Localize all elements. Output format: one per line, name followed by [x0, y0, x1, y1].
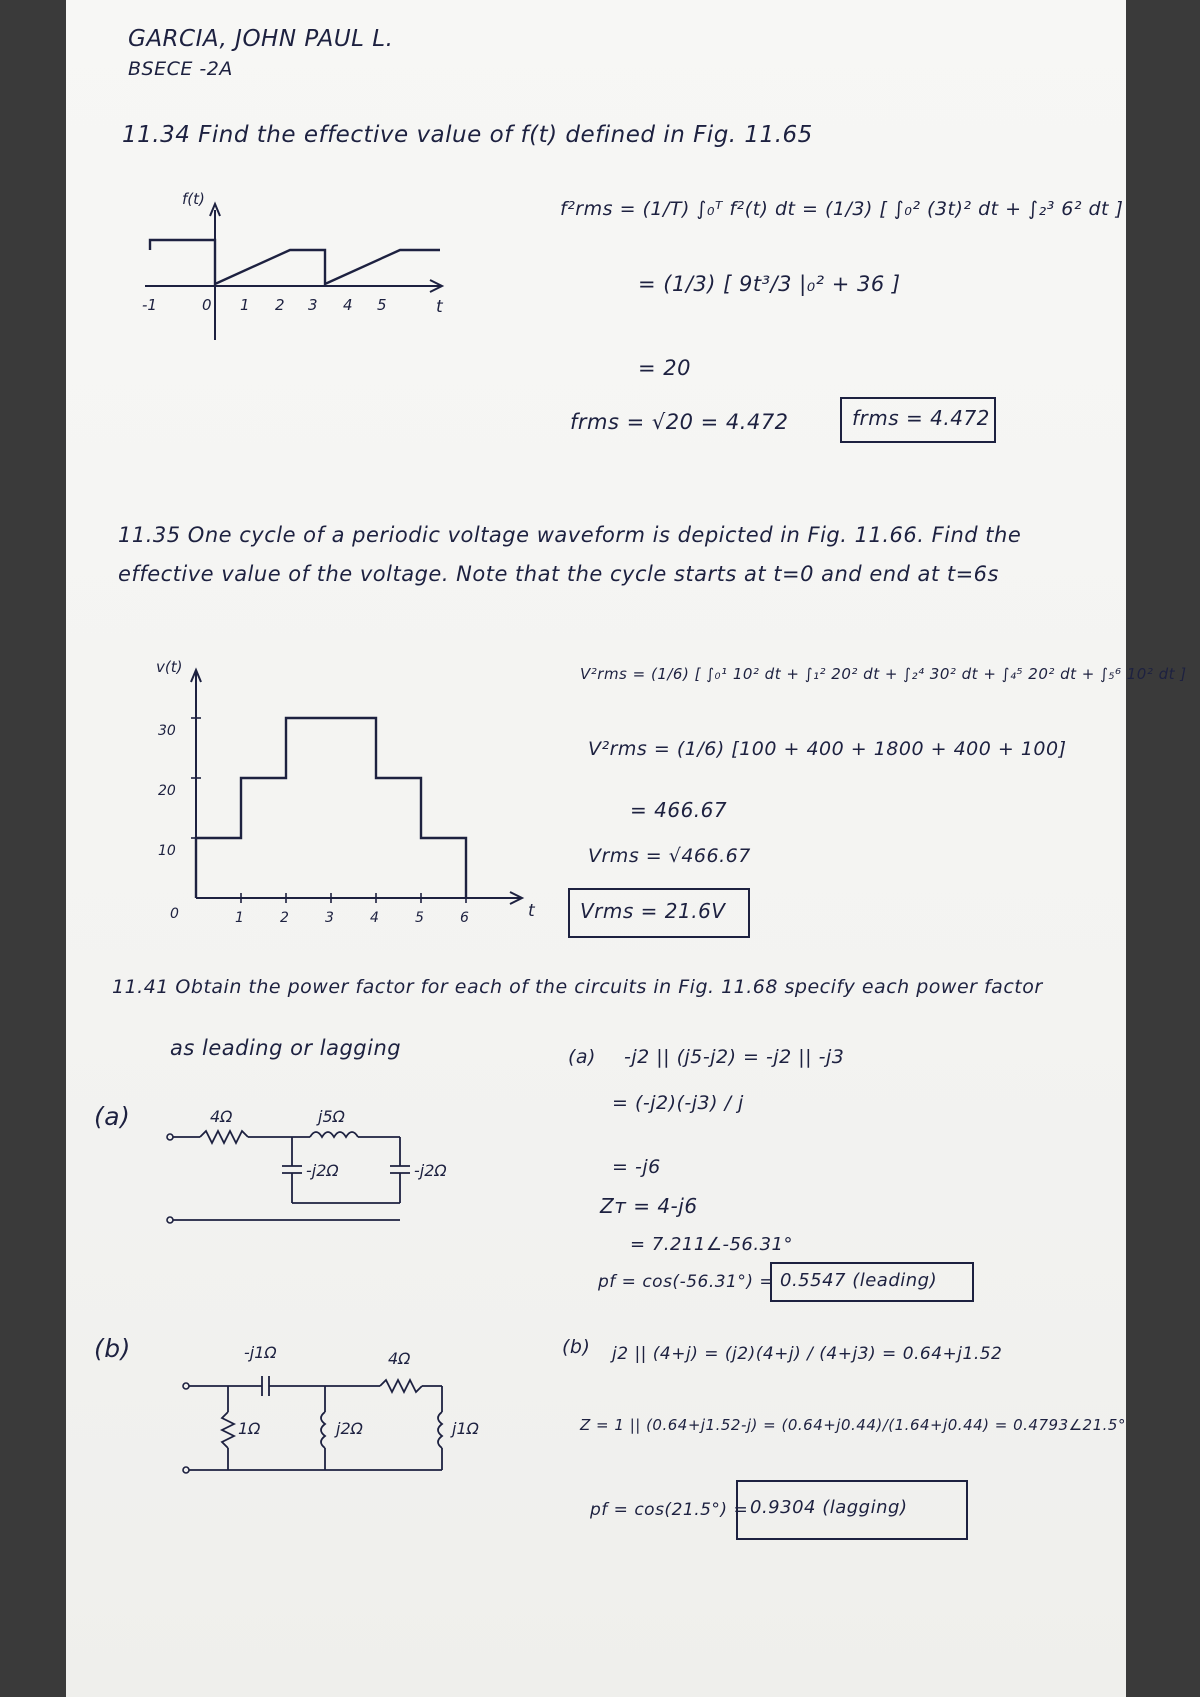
problem-11-35-line1: 11.35 One cycle of a periodic voltage waveform is depicted in Fig. 11.66. Find the — [118, 523, 1022, 547]
problem-11-41-line1: 11.41 Obtain the power factor for each of the circuits in Fig. 11.68 specify each power factor — [112, 976, 1043, 998]
x-tick-label: 6 — [460, 910, 469, 926]
y-tick-label: 30 — [158, 723, 176, 739]
circuit-a-label: (a) — [94, 1102, 131, 1131]
y-tick-label: 20 — [158, 783, 176, 799]
graph-11-34 — [140, 190, 460, 360]
solution-a-line5: = 7.211∠-56.31° — [630, 1234, 793, 1255]
student-name: GARCIA, JOHN PAUL L. — [128, 26, 394, 52]
graph-11-35-xlabel: t — [528, 901, 535, 921]
tick-label: 3 — [308, 296, 318, 314]
graph-11-34-ylabel: f(t) — [182, 190, 205, 208]
solution-a-line2: = (-j2)(-j3) / j — [612, 1092, 744, 1114]
capacitor-j2-label: -j2Ω — [414, 1161, 447, 1180]
graph-11-35-ylabel: v(t) — [156, 658, 183, 676]
capacitor-j1-label: -j1Ω — [244, 1343, 277, 1362]
resistor-4-ohm-label: 4Ω — [388, 1349, 411, 1368]
solution-a-line6: pf = cos(-56.31°) = — [598, 1272, 775, 1292]
answer-11-35: Vrms = 21.6V — [580, 899, 726, 923]
solution-11-35-eq4: Vrms = √466.67 — [588, 845, 751, 867]
graph-11-35 — [150, 658, 550, 928]
solution-11-35-eq1: V²rms = (1/6) [ ∫₀¹ 10² dt + ∫₁² 20² dt + ∫₂⁴ 30² dt + ∫₄⁵ 20² dt + ∫₅⁶ 10² dt ] — [580, 665, 1187, 683]
answer-11-34: frms = 4.472 — [852, 406, 990, 430]
circuit-b — [180, 1334, 520, 1484]
capacitor-j2-label: -j2Ω — [306, 1161, 339, 1180]
problem-11-34-statement: 11.34 Find the effective value of f(t) defined in Fig. 11.65 — [122, 122, 813, 148]
solution-11-34-eq2: = (1/3) [ 9t³/3 |₀² + 36 ] — [638, 272, 901, 296]
resistor-4-ohm-label: 4Ω — [210, 1107, 233, 1126]
student-section: BSECE -2A — [128, 58, 233, 80]
x-tick-label: 2 — [280, 910, 289, 926]
inductor-j2-label: j2Ω — [336, 1419, 363, 1438]
solution-b-line1: j2 || (4+j) = (j2)(4+j) / (4+j3) = 0.64+j1.52 — [612, 1344, 1003, 1364]
problem-11-41-line2: as leading or lagging — [170, 1036, 402, 1060]
answer-b: 0.9304 (lagging) — [750, 1497, 908, 1518]
solution-a-line1: -j2 || (j5-j2) = -j2 || -j3 — [624, 1046, 845, 1068]
x-tick-label: 5 — [415, 910, 424, 926]
problem-11-35-line2: effective value of the voltage. Note that the cycle starts at t=0 and end at t=6s — [118, 562, 999, 586]
answer-a: 0.5547 (leading) — [780, 1270, 938, 1291]
solution-11-34-eq1: f²rms = (1/T) ∫₀ᵀ f²(t) dt = (1/3) [ ∫₀² (3t)² dt + ∫₂³ 6² dt ] — [560, 198, 1124, 220]
solution-a-label: (a) — [568, 1046, 596, 1068]
inductor-j1-label: j1Ω — [452, 1419, 479, 1438]
x-tick-label: 1 — [235, 910, 244, 926]
y-tick-label: 0 — [170, 906, 179, 922]
tick-label: 4 — [343, 296, 353, 314]
inductor-j5-label: j5Ω — [318, 1107, 345, 1126]
solution-b-label: (b) — [562, 1336, 591, 1358]
tick-label: 2 — [275, 296, 285, 314]
tick-label: 0 — [202, 296, 212, 314]
solution-a-line4: Zт = 4-j6 — [600, 1194, 698, 1218]
waveform-v-t — [196, 718, 466, 898]
solution-11-35-eq2: V²rms = (1/6) [100 + 400 + 1800 + 400 + 100] — [588, 738, 1067, 760]
tick-label: -1 — [142, 296, 157, 314]
x-tick-label: 4 — [370, 910, 379, 926]
resistor-1-ohm-label: 1Ω — [238, 1419, 261, 1438]
graph-11-34-xlabel: t — [436, 297, 443, 317]
solution-11-34-eq3: = 20 — [638, 356, 691, 380]
solution-11-35-eq3: = 466.67 — [630, 798, 728, 822]
solution-b-line3: pf = cos(21.5°) = — [590, 1500, 749, 1520]
solution-11-34-eq4: frms = √20 = 4.472 — [570, 410, 789, 434]
circuit-a — [150, 1100, 480, 1230]
tick-label: 1 — [240, 296, 250, 314]
solution-a-line3: = -j6 — [612, 1156, 661, 1178]
circuit-b-label: (b) — [94, 1334, 131, 1363]
solution-b-line2: Z = 1 || (0.64+j1.52-j) = (0.64+j0.44)/(1.64+j0.44) = 0.4793∠21.5° — [580, 1416, 1126, 1434]
x-tick-label: 3 — [325, 910, 334, 926]
tick-label: 5 — [377, 296, 387, 314]
y-tick-label: 10 — [158, 843, 176, 859]
